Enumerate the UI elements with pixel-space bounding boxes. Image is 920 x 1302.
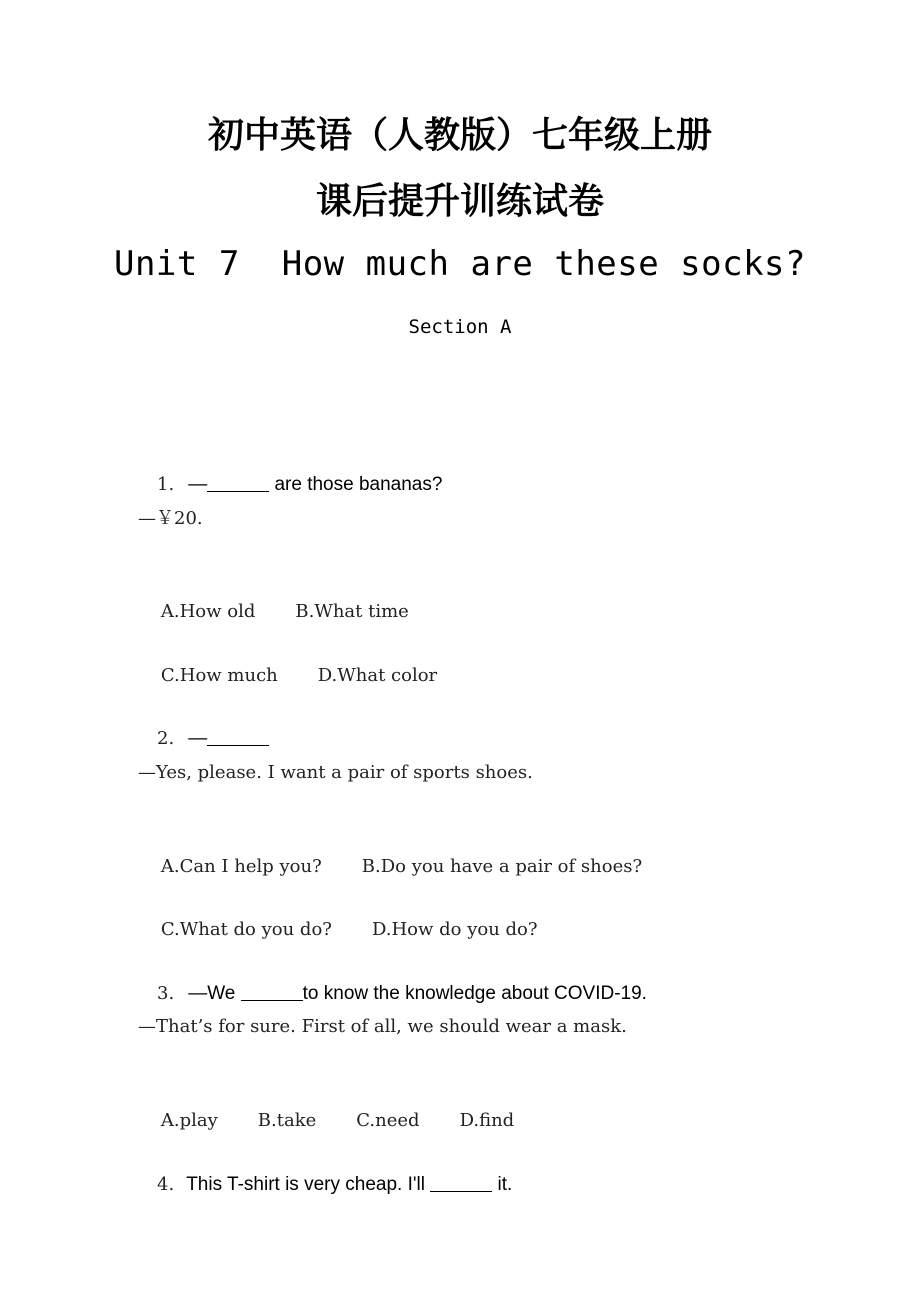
unit-title: Unit 7 How much are these socks? (113, 244, 806, 284)
answer-blank (430, 1173, 492, 1192)
answer-blank (241, 982, 303, 1001)
option-b: B.take (257, 1110, 317, 1131)
question-2-prompt (138, 694, 898, 749)
option-b: B.What time (295, 601, 409, 622)
title-line-1: 初中英语（人教版）七年级上册 (207, 115, 712, 156)
question-number: 2. (157, 728, 175, 749)
question-text: to know the knowledge about COVID-19. (302, 983, 647, 1004)
option-a: A.Can I help you? (160, 856, 322, 877)
option-d: D.find (459, 1110, 515, 1131)
question-1-prompt (138, 440, 898, 495)
option-a: A.play (160, 1110, 218, 1131)
question-number: 1. (157, 474, 175, 495)
option-d: D.How do you do? (371, 919, 538, 940)
question-number: 3. (157, 983, 175, 1004)
option-d: D.What color (317, 665, 438, 686)
question-2-options-row-2 (138, 885, 898, 940)
question-text-before: This T-shirt is very cheap. I'll (186, 1174, 431, 1195)
option-a: A.How old (160, 601, 256, 622)
question-3-prompt (138, 949, 898, 1004)
question-1-options-row-2 (138, 631, 898, 686)
question-dash: —We (188, 983, 241, 1004)
option-c: C.need (356, 1110, 420, 1131)
title-line-2: 课后提升训练试卷 (315, 181, 604, 222)
answer-blank (207, 727, 269, 746)
question-2-reply: —Yes, please. I want a pair of sports shoes. (138, 762, 533, 783)
question-4-prompt (138, 1140, 898, 1195)
question-1-options-row-1 (138, 567, 898, 622)
option-c: C.What do you do? (160, 919, 332, 940)
answer-blank (207, 473, 269, 492)
question-2-options-row-1 (138, 822, 898, 877)
question-1-reply: —￥20. (138, 508, 203, 529)
section-label: Section A (408, 316, 512, 338)
option-b: B.Do you have a pair of shoes? (361, 856, 643, 877)
question-3-options (138, 1076, 898, 1131)
question-dash: — (188, 728, 208, 749)
question-text-after: it. (492, 1174, 513, 1195)
question-text: are those bananas? (269, 474, 443, 495)
option-c: C.How much (160, 665, 278, 686)
question-dash: — (188, 474, 208, 495)
question-number: 4. (157, 1174, 175, 1195)
question-3-reply: —That’s for sure. First of all, we should wear a mask. (138, 1016, 627, 1037)
